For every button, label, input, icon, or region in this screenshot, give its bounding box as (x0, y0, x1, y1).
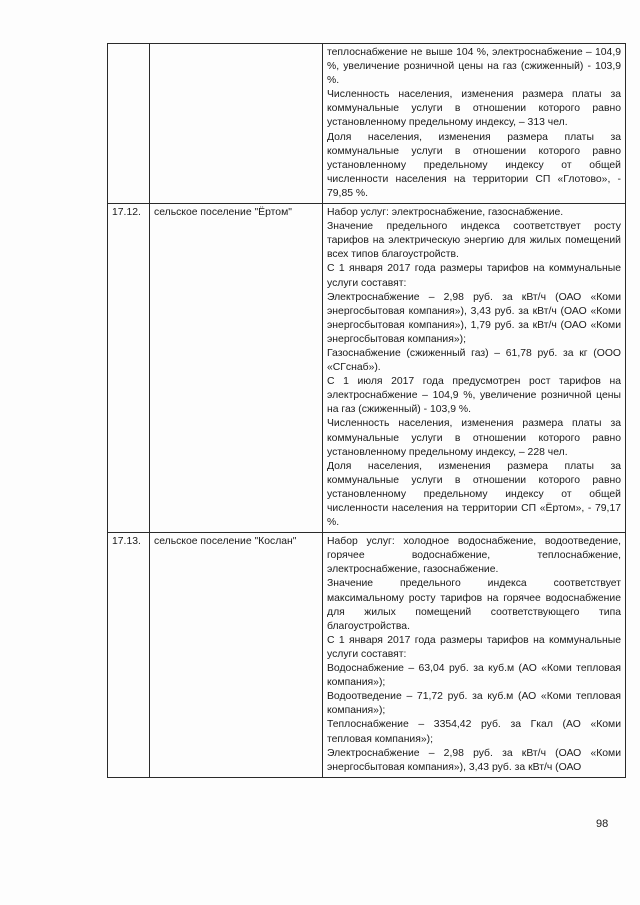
paragraph: Электроснабжение – 2,98 руб. за кВт/ч (ОАО «Коми энергосбытовая компания»), 3,43 руб. за кВт/ч (ОАО (327, 747, 621, 773)
row-content (323, 533, 626, 778)
paragraph: С 1 января 2017 года размеры тарифов на коммунальные услуги составят: (327, 634, 621, 660)
paragraph: Доля населения, изменения размера платы за коммунальные услуги в отношении которого равно установленному предельному индексу от общей численности населения на территории СП «Глотово», - 79,85 %. (327, 131, 621, 199)
paragraph: С 1 июля 2017 года предусмотрен рост тарифов на электроснабжение – 104,9 %, увеличение розничной цены на газ (сжиженный) - 103,9 %. (327, 376, 621, 416)
row-number: 17.12. (108, 204, 150, 533)
page-number: 98 (596, 818, 609, 830)
paragraph: Водоотведение – 71,72 руб. за куб.м (АО «Коми тепловая компания»); (327, 691, 621, 717)
tariff-table (107, 43, 626, 778)
paragraph: Численность населения, изменения размера платы за коммунальные услуги в отношении которого равно установленному предельному индексу, – 228 чел. (327, 418, 621, 458)
settlement-name: сельское поселение "Кослан" (150, 533, 323, 778)
row-content (323, 204, 626, 533)
paragraph: Численность населения, изменения размера платы за коммунальные услуги в отношении которого равно установленному предельному индексу, – 313 чел. (327, 89, 621, 129)
table-row (108, 533, 626, 778)
row-content (323, 44, 626, 204)
paragraph: Значение предельного индекса соответствует максимальному росту тарифов на горячее водоснабжение для жилых помещений соответствующего типа благоустройства. (327, 578, 621, 632)
paragraph: Электроснабжение – 2,98 руб. за кВт/ч (ОАО «Коми энергосбытовая компания»), 3,43 руб. за кВт/ч (ОАО «Коми энергосбытовая компания»), 1,79 руб. за кВт/ч (ОАО «Коми энергосбытовая компания»); (327, 291, 621, 345)
table-row (108, 204, 626, 533)
paragraph: Значение предельного индекса соответствует росту тарифов на электрическую энергию для жилых помещений всех типов благоустройств. (327, 221, 621, 261)
settlement-name: сельское поселение "Ёртом" (150, 204, 323, 533)
row-number: 17.13. (108, 533, 150, 778)
paragraph: Водоснабжение – 63,04 руб. за куб.м (АО «Коми тепловая компания»); (327, 663, 621, 689)
paragraph: Набор услуг: холодное водоснабжение, водоотведение, горячее водоснабжение, теплоснабжение, электроснабжение, газоснабжение. (327, 536, 621, 576)
settlement-name (150, 44, 323, 204)
paragraph: теплоснабжение не выше 104 %, электроснабжение – 104,9 %, увеличение розничной цены на газ (сжиженный) - 103,9 %. (327, 47, 621, 87)
paragraph: Доля населения, изменения размера платы за коммунальные услуги в отношении которого равно установленному предельному индексу от общей численности населения на территории СП «Ёртом», - 79,17 %. (327, 460, 621, 529)
paragraph: Газоснабжение (сжиженный газ) – 61,78 руб. за кг (ООО «СГснаб»). (327, 347, 621, 374)
paragraph: Набор услуг: электроснабжение, газоснабжение. (327, 207, 564, 219)
table-row (108, 44, 626, 204)
row-number (108, 44, 150, 204)
paragraph: Теплоснабжение – 3354,42 руб. за Гкал (АО «Коми тепловая компания»); (327, 719, 621, 745)
paragraph: С 1 января 2017 года размеры тарифов на коммунальные услуги составят: (327, 263, 621, 289)
